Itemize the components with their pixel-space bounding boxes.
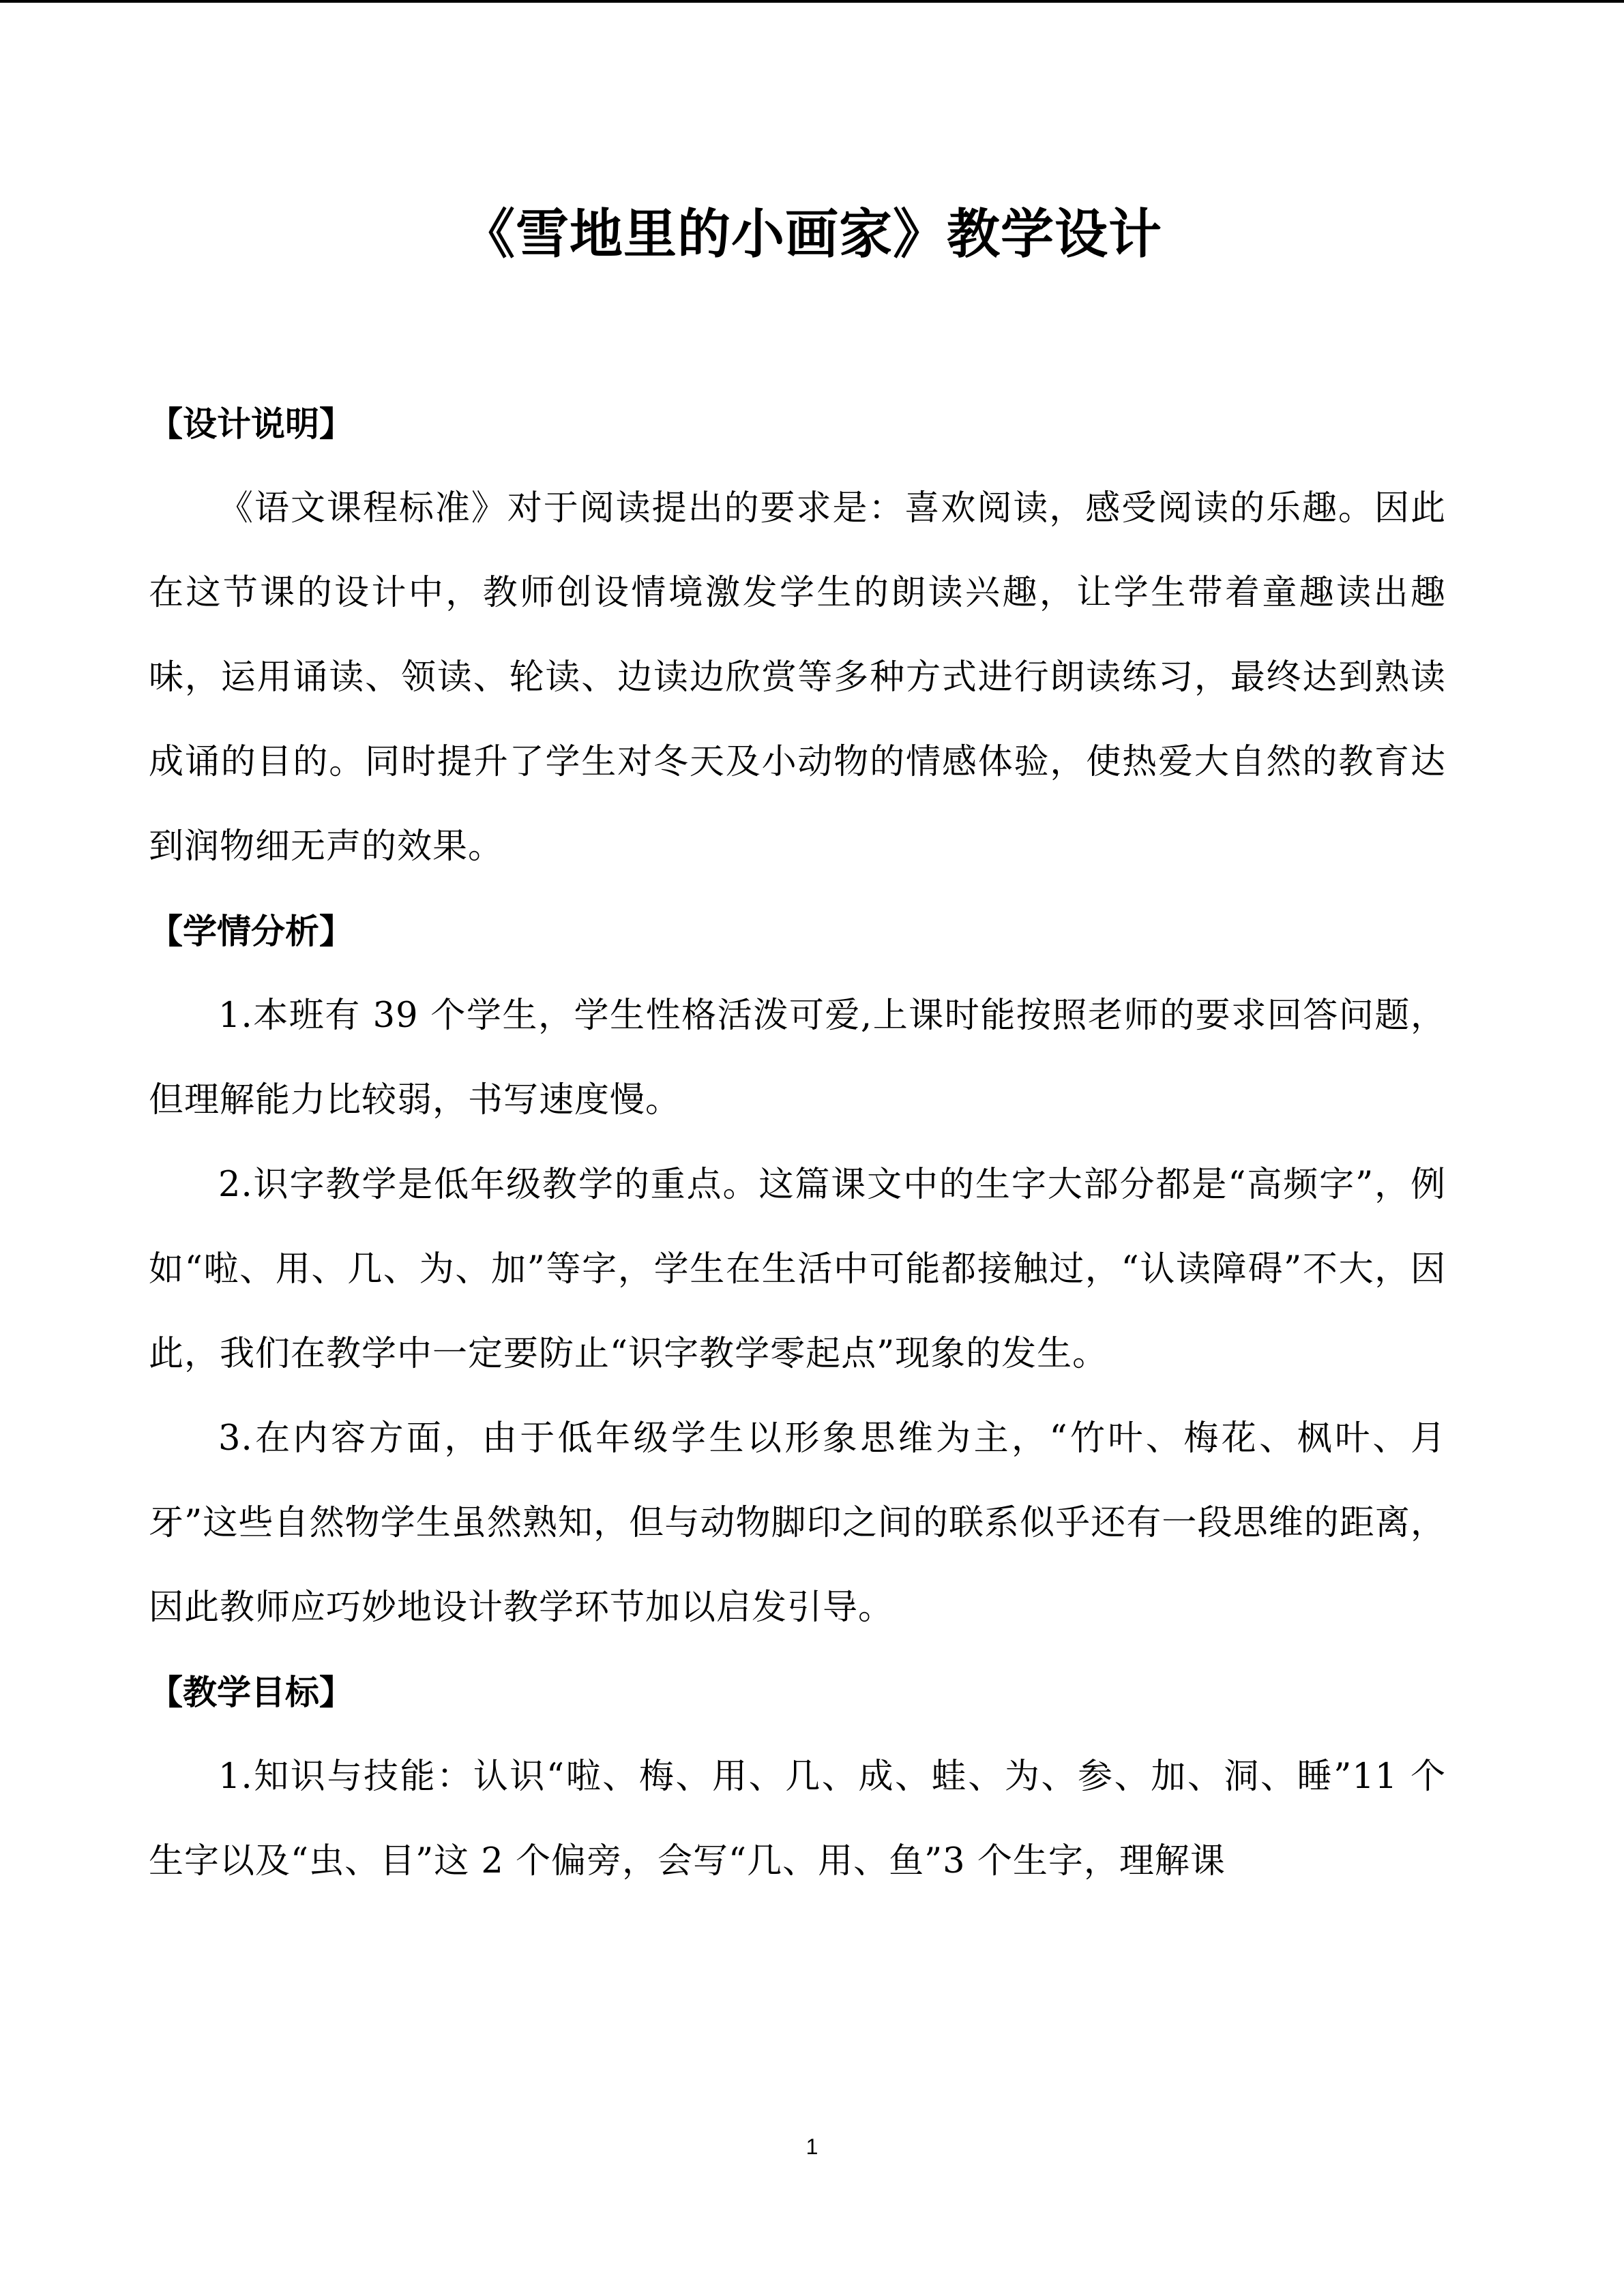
section-heading: 【学情分析】 [149,912,353,951]
paragraph: 1.本班有 39 个学生，学生性格活泼可爱,上课时能按照老师的要求回答问题，但理解能力比较弱，书写速度慢。 [149,996,1446,1120]
document-body [149,382,1446,1904]
paragraph: 《语文课程标准》对于阅读提出的要求是：喜欢阅读，感受阅读的乐趣。因此在这节课的设计中，教师创设情境激发学生的朗读兴趣，让学生带着童趣读出趣味，运用诵读、领读、轮读、边读边欣赏等多种方式进行朗读练习，最终达到熟读成诵的目的。同时提升了学生对冬天及小动物的情感体验，使热爱大自然的教育达到润物细无声的效果。 [149,488,1446,867]
section-student-analysis [149,889,1446,1650]
section-heading: 【教学目标】 [149,1673,353,1712]
section-teaching-goals [149,1650,1446,1904]
page-number: 1 [806,2134,818,2159]
section-heading: 【设计说明】 [149,404,353,444]
document-title: 《雪地里的小画家》教学设计 [461,204,1162,265]
paragraph: 2.识字教学是低年级教学的重点。这篇课文中的生字大部分都是“高频字”，例如“啦、用、几、为、加”等字，学生在生活中可能都接触过，“认读障碍”不大，因此，我们在教学中一定要防止“识字教学零起点”现象的发生。 [149,1165,1446,1374]
paragraph: 1.知识与技能：认识“啦、梅、用、几、成、蛙、为、参、加、洞、睡”11 个生字以及“虫、目”这 2 个偏旁，会写“几、用、鱼”3 个生字，理解课 [149,1757,1446,1881]
section-design-notes [149,382,1446,889]
paragraph: 3.在内容方面，由于低年级学生以形象思维为主，“竹叶、梅花、枫叶、月牙”这些自然物学生虽然熟知，但与动物脚印之间的联系似乎还有一段思维的距离，因此教师应巧妙地设计教学环节加以启发引导。 [149,1418,1446,1628]
